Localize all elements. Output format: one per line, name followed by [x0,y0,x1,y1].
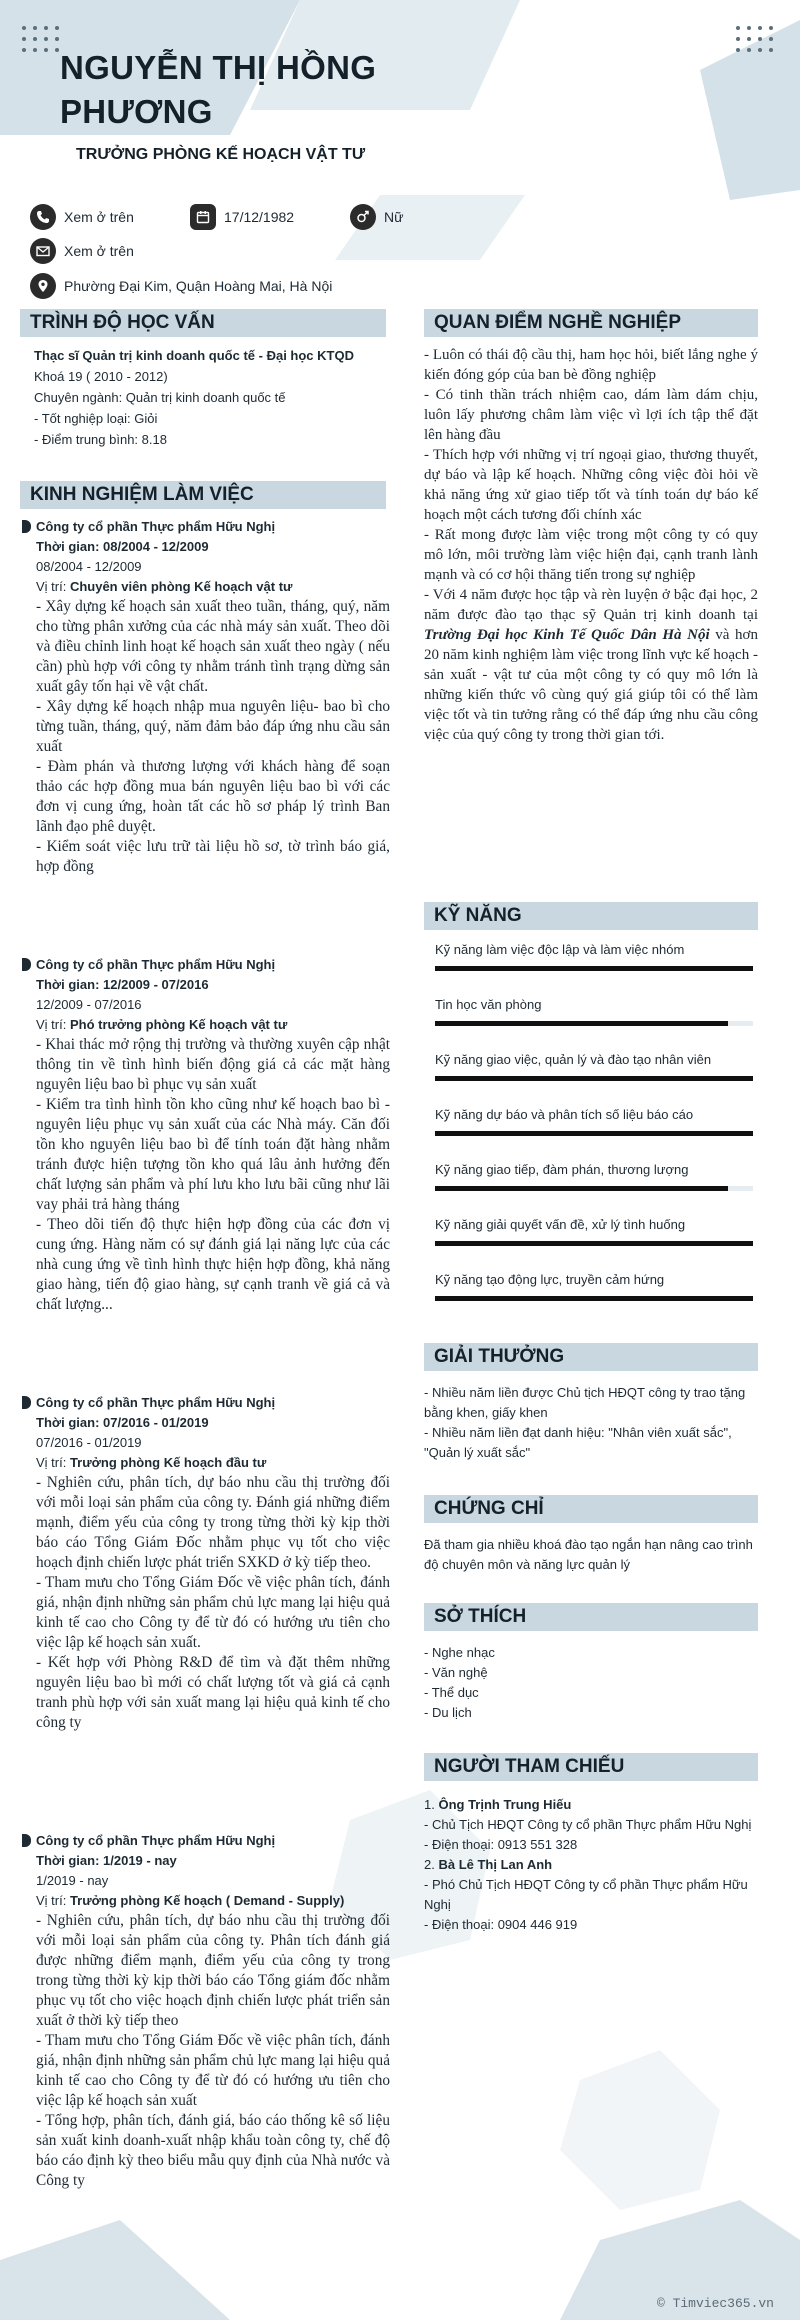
experience-company: Công ty cổ phần Thực phẩm Hữu Nghị [22,1393,390,1413]
reference-role: - Chủ Tịch HĐQT Công ty cổ phần Thực phẩm Hữu Nghị [424,1817,752,1832]
description-line: - Đàm phán và thương lượng với khách hàng để soạn thảo các hợp đồng mua bán nguyên liệu bao bì với các đơn vị cung ứng, hoàn tất các hồ sơ pháp lý trình Ban lãnh đạo phê duyệt. [36,758,390,835]
experience-description [22,1035,390,1315]
education-gpa: - Điểm trung bình: 8.18 [34,432,167,447]
experience-time: Thời gian: 12/2009 - 07/2016 [36,977,209,992]
education-course: Khoá 19 ( 2010 - 2012) [34,369,168,384]
gender-value: Nữ [384,209,404,225]
email-value: Xem ở trên [64,243,134,259]
experience-position: Chuyên viên phòng Kế hoạch vật tư [69,579,293,594]
experience-time: Thời gian: 1/2019 - nay [36,1853,177,1868]
reference-name: Ông Trịnh Trung Hiếu [438,1797,572,1812]
awards-list [424,1383,758,1463]
job-title: TRƯỞNG PHÒNG KẾ HOẠCH VẬT TƯ [76,146,366,163]
gender-icon [350,204,376,230]
skill-name: Kỹ năng giao tiếp, đàm phán, thương lượng [435,1162,689,1177]
experience-item [22,1393,390,1733]
education-degree: Thạc sĩ Quản trị kinh doanh quốc tế - Đại học KTQD [34,348,354,363]
experience-time: Thời gian: 07/2016 - 01/2019 [36,1415,209,1430]
skill-bar-fill [435,1186,728,1191]
skill-name: Kỹ năng dự báo và phân tích số liệu báo cáo [435,1107,694,1122]
experience-item [22,517,390,877]
references-list [424,1795,758,1935]
description-line: - Xây dựng kế hoạch nhập mua nguyên liệu- bao bì cho từng tuần, tháng, quý, năm đảm bảo đáp ứng nhu cầu sản xuất [36,698,390,755]
skill-bar-track [435,1021,753,1026]
reference-num: 2. [424,1857,439,1872]
contact-address [30,273,332,299]
section-title-skills: KỸ NĂNG [424,902,758,930]
career-view-text-pre: - Với 4 năm được học tập và rèn luyện ở bậc đại học, 2 năm được đào tạo thạc sỹ Quản trị kinh doanh tại [424,587,758,623]
description-line: - Nghiên cứu, phân tích, dự báo nhu cầu thị trường đối với mỗi loại sản phẩm của công ty. Phân tích đánh giá được những điểm mạnh, điểm yếu của công ty trong trong từng thời kỳ kịp thời báo cáo Tổng giám đốc nhằm phục vụ tốt cho việc hoạch định chiến lược phát triển sản xuất ở thời kỳ tiếp theo [36,1912,390,2029]
skill-name: Tin học văn phòng [435,997,542,1012]
career-view-line: - Rất mong được làm việc trong một công ty có quy mô lớn, môi trường làm việc hiện đại, cạnh tranh lành mạnh và có cơ hội thăng tiến trong sự nghiệp [424,527,758,583]
description-line: - Xây dựng kế hoạch sản xuất theo tuần, tháng, quý, năm cho từng phân xưởng của các nhà máy sản xuất. Theo dõi và điều chỉnh linh hoạt kế hoạch sản xuất theo ngày ( nếu cần) phù hợp với công ty nhằm tránh tình trạng dừng sản xuất gây tốn hại về vật chất. [36,598,390,695]
skill-item [435,996,753,1051]
award-item: - Nhiều năm liền được Chủ tịch HĐQT công ty trao tặng bằng khen, giấy khen [424,1385,746,1420]
section-title-certificates: CHỨNG CHỈ [424,1495,758,1523]
skill-bar-track [435,966,753,971]
description-line: - Theo dõi tiến độ thực hiện hợp đồng của các đơn vị cung ứng. Hàng năm có sự đánh giá lại năng lực của các nhà cung ứng về tình hình thực hiện hợp đồng, khả năng giao hàng, tiến độ giao hàng, sự cạnh tranh về giá cả và chất lượng... [36,1216,390,1313]
skill-name: Kỹ năng tạo động lực, truyền cảm hứng [435,1272,665,1287]
experience-company: Công ty cổ phần Thực phẩm Hữu Nghị [22,517,390,537]
award-item: - Nhiều năm liền đạt danh hiệu: "Nhân viên xuất sắc", "Quản lý xuất sắc" [424,1425,732,1460]
skill-name: Kỹ năng giao việc, quản lý và đào tạo nhân viên [435,1052,712,1067]
skill-bar-track [435,1186,753,1191]
address-value: Phường Đại Kim, Quận Hoàng Mai, Hà Nội [64,278,333,294]
skills-list [435,941,753,1326]
reference-role: - Phó Chủ Tịch HĐQT Công ty cổ phần Thực phẩm Hữu Nghị [424,1877,748,1912]
description-line: - Kết hợp với Phòng R&D để tìm và đặt thêm những nguyên liệu bao bì mới có chất lượng tốt và giá cả cạnh tranh phù hợp với sản xuất mang lại hiệu quả kinh tế cho công ty [36,1654,390,1731]
skill-item [435,941,753,996]
location-pin-icon [30,273,56,299]
skill-item [435,1216,753,1271]
experience-description [22,1473,390,1733]
birthday-value: 17/12/1982 [224,209,295,225]
skill-bar-track [435,1296,753,1301]
section-title-experience: KINH NGHIỆM LÀM VIỆC [20,481,386,509]
position-label: Vị trí: [36,579,70,594]
skill-bar-track [435,1076,753,1081]
skill-bar-fill [435,1076,753,1081]
reference-name-row [424,1795,758,1815]
reference-num: 1. [424,1797,439,1812]
reference-name: Bà Lê Thị Lan Anh [438,1857,553,1872]
description-line: - Khai thác mở rộng thị trường và thường xuyên cập nhật thông tin về tình hình biến động giá cả các mặt hàng nguyên liệu bao bì phục vụ sản xuất [36,1036,390,1093]
experience-position-row [22,1015,390,1035]
certificate-item: Đã tham gia nhiều khoá đào tạo ngắn hạn nâng cao trình độ chuyên môn và năng lực quản lý [424,1537,753,1572]
career-view-line: - Luôn có thái độ cầu thị, ham học hỏi, biết lắng nghe ý kiến đóng góp của ban bè đồng nghiệp [424,347,758,383]
career-view-emphasis: Trường Đại học Kinh Tế Quốc Dân Hà Nội [424,627,710,643]
skill-name: Kỹ năng giải quyết vấn đề, xử lý tình huống [435,1217,686,1232]
hobby-item: - Thể dục [424,1685,479,1700]
experience-position-row [22,577,390,597]
skill-bar-fill [435,966,753,971]
career-view-line: - Có tinh thần trách nhiệm cao, dám làm dám chịu, luôn lấy phương châm làm việc vì lợi ích tập thể đặt lên hàng đầu [424,387,758,443]
career-view-line-last [424,585,758,745]
description-line: - Kiểm soát việc lưu trữ tài liệu hồ sơ, tờ trình báo giá, hợp đồng [36,838,390,875]
skill-name: Kỹ năng làm việc độc lập và làm việc nhóm [435,942,685,957]
career-view-text-post: và hơn 20 năm kinh nghiệm làm việc trong lĩnh vực kế hoạch - sản xuất - vật tư của một công ty có quy mô lớn là những kiến thức vô cùng quý giá giúp tôi có thể làm việc tốt và tin tưởng rằng có thể đáp ứng nhu cầu công việc của quý công ty trong thời gian tới. [424,627,758,743]
skill-bar-fill [435,1021,728,1026]
skill-item [435,1106,753,1161]
contact-phone [30,204,134,230]
phone-icon [30,204,56,230]
section-title-education: TRÌNH ĐỘ HỌC VẤN [20,309,386,337]
experience-position: Trưởng phòng Kế hoạch ( Demand - Supply) [69,1893,345,1908]
experience-period: 07/2016 - 01/2019 [36,1435,142,1450]
skill-bar-track [435,1131,753,1136]
experience-item [22,1831,390,2191]
contact-email [30,238,134,264]
description-line: - Kiểm tra tình hình tồn kho cũng như kế hoạch bao bì - nguyên liệu phục vụ sản xuất của các Nhà máy. Căn đối tồn kho nguyên liệu bao bì để tính toán đặt hàng nhằm tránh được hiện tượng tồn kho quá lâu ảnh hưởng đến chất lượng sản phẩm và phí lưu kho lưu bãi cũng như lãi vay phải trả hàng tháng [36,1096,390,1213]
reference-phone: - Điện thoại: 0904 446 919 [424,1917,578,1932]
dots-pattern-right [736,26,773,52]
career-view-line: - Thích hợp với những vị trí ngoại giao, thương thuyết, dự báo và lập kế hoạch. Những công việc đòi hỏi về khả năng ứng xử giao tiếp tốt và tính toán dự báo kế hoạch một cách tương đối chính xác [424,447,758,523]
experience-position: Trưởng phòng Kế hoạch đầu tư [69,1455,267,1470]
description-line: - Nghiên cứu, phân tích, dự báo nhu cầu thị trường đối với mỗi loại sản phẩm của công ty. Đánh giá những điểm mạnh, điểm yếu của công ty trong từng thời kỳ kịp thời báo cáo Tổng Giám Đốc nhằm phục vụ tốt cho việc hoạch định chiến lược phát triển SXKD ở kỳ tiếp theo. [36,1474,390,1571]
hobby-item: - Nghe nhạc [424,1645,495,1660]
skill-item [435,1051,753,1106]
experience-position: Phó trưởng phòng Kế hoạch vật tư [69,1017,288,1032]
position-label: Vị trí: [36,1017,70,1032]
hobby-item: - Du lịch [424,1705,472,1720]
section-title-awards: GIẢI THƯỞNG [424,1343,758,1371]
skill-bar-fill [435,1131,753,1136]
experience-position-row [22,1891,390,1911]
skill-bar-fill [435,1241,753,1246]
education-block [34,345,384,450]
phone-value: Xem ở trên [64,209,134,225]
calendar-icon [190,204,216,230]
footer-watermark: © Timviec365.vn [656,2296,774,2311]
reference-phone: - Điện thoại: 0913 551 328 [424,1837,578,1852]
experience-description [22,1911,390,2191]
dots-pattern-left [22,26,59,52]
hobbies-list [424,1643,758,1723]
contact-birthday [190,204,294,230]
mail-icon [30,238,56,264]
education-major: Chuyên ngành: Quản trị kinh doanh quốc tế [34,390,286,405]
certificates-text [424,1535,758,1575]
skill-bar-track [435,1241,753,1246]
education-grade: - Tốt nghiệp loại: Giỏi [34,411,158,426]
reference-name-row [424,1855,758,1875]
contact-gender [350,204,403,230]
experience-period: 12/2009 - 07/2016 [36,997,142,1012]
skill-item [435,1161,753,1216]
section-title-career-view: QUAN ĐIỂM NGHỀ NGHIỆP [424,309,758,337]
experience-time: Thời gian: 08/2004 - 12/2009 [36,539,209,554]
candidate-name: NGUYỄN THỊ HỒNG PHƯƠNG [60,49,377,130]
section-title-references: NGƯỜI THAM CHIẾU [424,1753,758,1781]
position-label: Vị trí: [36,1893,70,1908]
position-label: Vị trí: [36,1455,70,1470]
description-line: - Tham mưu cho Tổng Giám Đốc về việc phân tích, đánh giá, nhận định những sản phẩm chủ lực mang lại hiệu quả kinh tế cao cho Công ty để từ đó có hướng ưu tiên cho việc lập kế hoạch sản xuất. [36,1574,390,1651]
experience-position-row [22,1453,390,1473]
experience-company: Công ty cổ phần Thực phẩm Hữu Nghị [22,1831,390,1851]
experience-company: Công ty cổ phần Thực phẩm Hữu Nghị [22,955,390,975]
description-line: - Tham mưu cho Tổng Giám Đốc về việc phân tích, đánh giá, nhận định những sản phẩm chủ lực mang lại hiệu quả kinh tế cao cho Công ty để từ đó có hướng ưu tiên cho việc lập kế hoạch sản xuất [36,2032,390,2109]
skill-bar-fill [435,1296,753,1301]
description-line: - Tổng hợp, phân tích, đánh giá, báo cáo thống kê số liệu sản xuất kinh doanh-xuất nhập khẩu toàn công ty, chế độ báo cáo định kỳ theo biểu mẫu quy định của Nhà nước và Công ty [36,2112,390,2189]
skill-item [435,1271,753,1326]
experience-period: 08/2004 - 12/2009 [36,559,142,574]
experience-item [22,955,390,1315]
section-title-hobbies: SỞ THÍCH [424,1603,758,1631]
career-view-text [424,345,758,745]
experience-description [22,597,390,877]
experience-period: 1/2019 - nay [36,1873,109,1888]
hobby-item: - Văn nghệ [424,1665,488,1680]
